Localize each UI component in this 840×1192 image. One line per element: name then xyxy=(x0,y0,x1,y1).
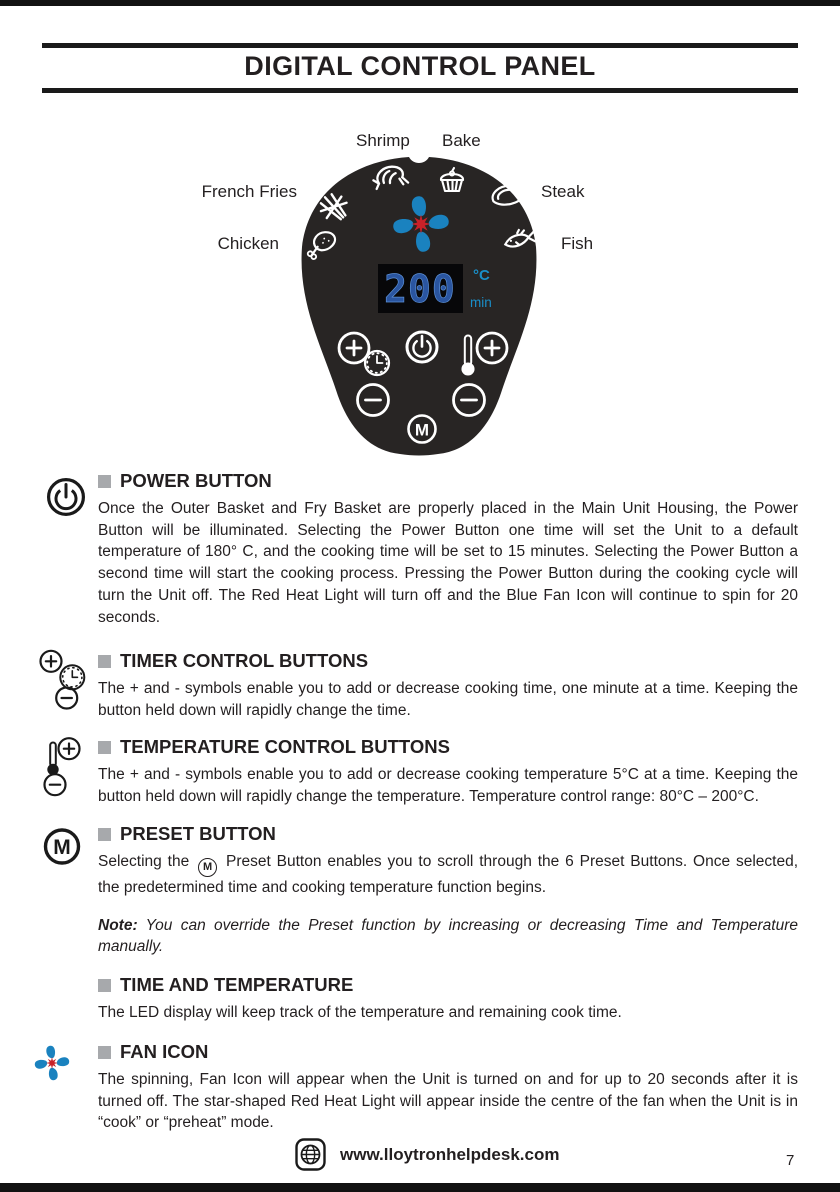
label-fish: Fish xyxy=(561,234,594,253)
globe-icon xyxy=(295,1138,327,1172)
section-bullet xyxy=(98,1046,111,1059)
display-temp-unit: °C xyxy=(473,267,490,284)
label-french-fries: French Fries xyxy=(201,182,297,201)
display-time-unit: min xyxy=(470,295,492,310)
section-time-and-temperature xyxy=(98,974,798,1024)
control-panel-illustration xyxy=(265,125,575,465)
timer-margin-icon xyxy=(36,646,94,712)
section-body: Once the Outer Basket and Fry Basket are properly placed in the Main Unit Housing, the Power Button will be illuminated. Selecting the Power Button one time will set the Unit to a default temperature of 180° C, and the cooking time will be set to 15 minutes. Selecting the Power Button a second time will start the cooking process. Pressing the Power Button during the cooking cycle will turn the Unit off. The Red Heat Light will turn off and the Blue Fan Icon will continue to spin for 20 seconds. xyxy=(98,500,798,626)
bottom-border-bar xyxy=(0,1183,840,1192)
label-chicken: Chicken xyxy=(217,234,279,253)
label-shrimp: Shrimp xyxy=(356,131,410,150)
section-bullet xyxy=(98,741,111,754)
section-heading: TEMPERATURE CONTROL BUTTONS xyxy=(98,736,798,758)
fan-margin-icon xyxy=(28,1039,76,1087)
heat-star-icon xyxy=(412,215,431,234)
section-power-button xyxy=(98,470,798,628)
section-bullet xyxy=(98,828,111,841)
section-bullet xyxy=(98,655,111,668)
temperature-margin-icon xyxy=(36,736,94,800)
section-temperature-controls xyxy=(98,736,798,807)
led-display-value: 200 xyxy=(384,267,456,311)
preset-margin-icon xyxy=(40,826,84,868)
section-body: The LED display will keep track of the temperature and remaining cook time. xyxy=(98,1004,622,1021)
label-bake: Bake xyxy=(442,131,481,150)
section-body: Selecting the M Preset Button enables you to scroll through the 6 Preset Buttons. Once selected, the predetermined time and cooking temperature function begins. xyxy=(98,853,799,896)
section-heading: TIME AND TEMPERATURE xyxy=(98,974,798,996)
section-bullet xyxy=(98,475,111,488)
top-border-bar xyxy=(0,0,840,6)
section-preset-button xyxy=(98,823,798,958)
helpdesk-url: www.lloytronhelpdesk.com xyxy=(340,1145,560,1164)
svg-text:M: M xyxy=(53,836,71,859)
section-timer-controls xyxy=(98,650,798,721)
section-heading: PRESET BUTTON xyxy=(98,823,798,845)
note-label: Note: xyxy=(98,916,138,934)
section-heading: POWER BUTTON xyxy=(98,470,798,492)
title-rule-bottom xyxy=(42,88,798,93)
section-body: The + and - symbols enable you to add or decrease cooking time, one minute at a time. Keeping the button held down will rapidly change the time. xyxy=(98,680,798,719)
page-number: 7 xyxy=(786,1152,795,1169)
power-margin-icon xyxy=(44,475,88,519)
section-heading: TIMER CONTROL BUTTONS xyxy=(98,650,798,672)
section-heading: FAN ICON xyxy=(98,1041,798,1063)
preset-note: Note: You can override the Preset function by increasing or decreasing Time and Temperature manually. xyxy=(98,916,798,956)
label-steak: Steak xyxy=(541,182,585,201)
preset-m-inline-icon: M xyxy=(198,858,217,877)
title-rule-top xyxy=(42,43,798,48)
section-bullet xyxy=(98,979,111,992)
page-title: DIGITAL CONTROL PANEL xyxy=(244,51,596,81)
section-body: The spinning, Fan Icon will appear when the Unit is turned on and for up to 20 seconds after it is turned off. The star-shaped Red Heat Light will appear inside the centre of the fan when the Unit is in “cook” or “preheat” mode. xyxy=(98,1071,798,1132)
preset-m-letter: M xyxy=(414,420,430,440)
section-fan-icon xyxy=(98,1041,798,1134)
section-body: The + and - symbols enable you to add or decrease cooking temperature 5°C at a time. Keeping the button held down will rapidly change the temperature. Temperature control range: 80°C – 200°C. xyxy=(98,766,798,805)
